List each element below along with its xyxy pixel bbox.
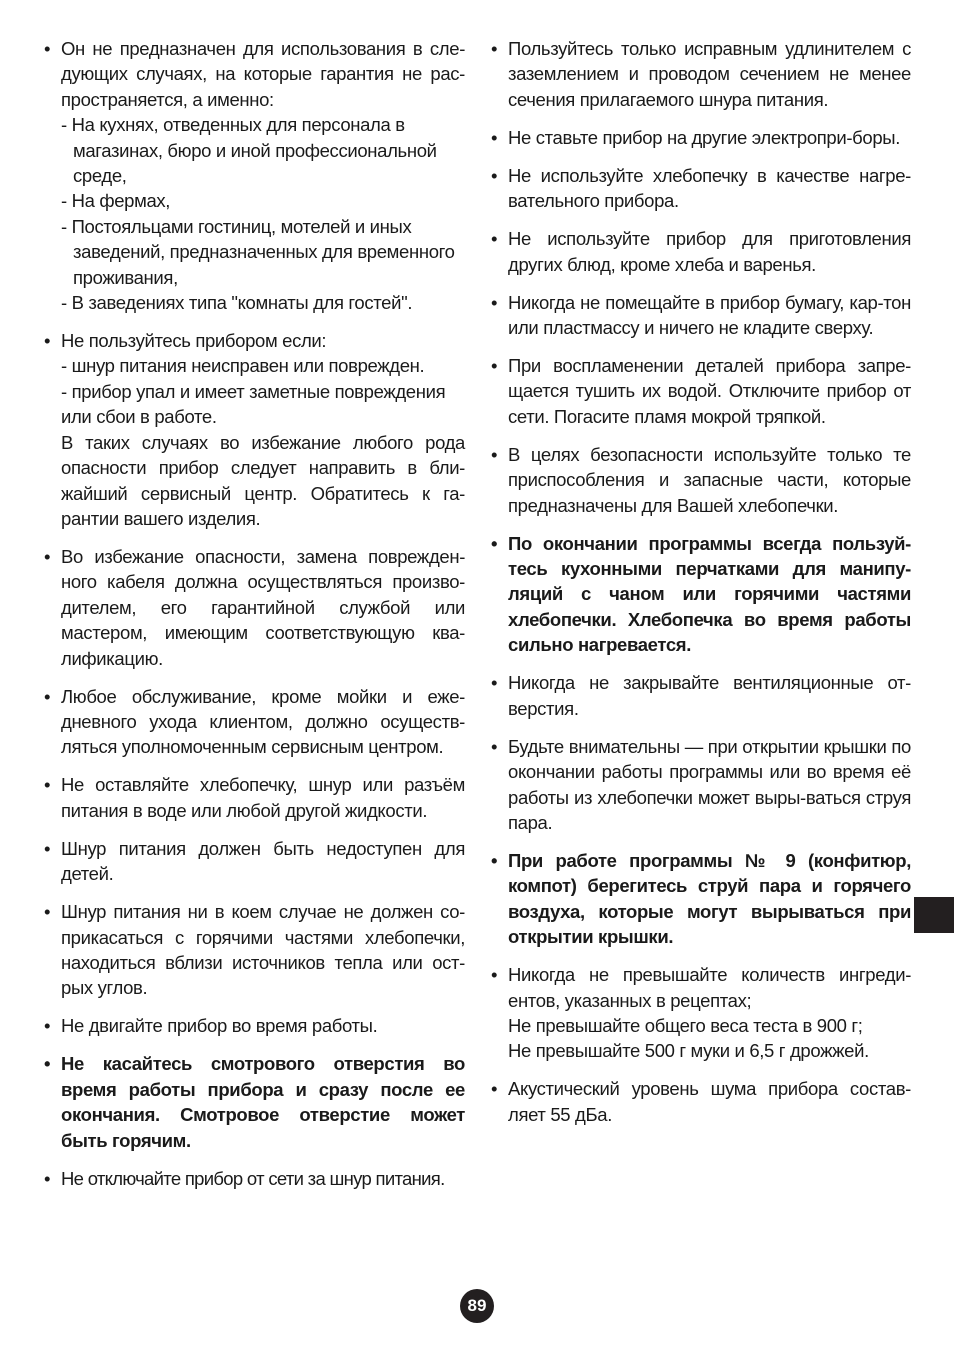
- item-text: В целях безопасности используйте только те приспособления и запасные части, которые предназначены для Вашей хлебопечки.: [508, 443, 911, 516]
- bullet: •: [491, 672, 498, 694]
- language-tab-marker: [914, 897, 954, 933]
- item-text: Не ставьте прибор на другие электропри-боры.: [508, 126, 901, 148]
- item-text: При воспламенении деталей прибора запре-щается тушить их водой. Отключите прибор от сети. Погасите пламя мокрой тряпкой.: [508, 355, 911, 427]
- list-item: [491, 442, 911, 518]
- item-text: Не оставляйте хлебопечку, шнур или разъём питания в воде или любой другой жидкости.: [61, 774, 465, 821]
- item-text: Будьте внимательны — при открытии крышки по окончании работы программы или во время её работы из хлебопечки может выры-ваться струя пара.: [508, 735, 911, 833]
- list-item: [491, 290, 911, 341]
- list-item: [44, 328, 465, 531]
- bullet: •: [491, 1078, 498, 1100]
- item-text: Шнур питания должен быть недоступен для детей.: [61, 837, 465, 885]
- bullet: •: [491, 532, 498, 554]
- bullet: •: [491, 38, 498, 59]
- list-item: [44, 544, 465, 671]
- list-item: [491, 226, 911, 277]
- item-text: Акустический уровень шума прибора состав-ляет 55 дБа.: [508, 1078, 911, 1125]
- item-text: Он не предназначен для использования в сле-дующих случаях, на которые гарантия не рас-пространяется, а именно:: [61, 38, 465, 110]
- sub-item: - В заведениях типа "комнаты для гостей".: [61, 292, 413, 314]
- item-text: Не используйте прибор для приготовления других блюд, кроме хлеба и варенья.: [508, 228, 911, 275]
- bullet: •: [491, 964, 498, 986]
- item-text: Во избежание опасности, замена поврежден-ного кабеля должна осуществляться произво-дителем, его гарантийной службой или мастером, имеющим соответствующую ква-лификацию.: [61, 545, 465, 669]
- bullet: •: [491, 228, 498, 250]
- bullet: •: [44, 774, 51, 796]
- item-text: Никогда не помещайте в прибор бумагу, кар-тон или пластмассу и ничего не кладите сверху.: [508, 291, 911, 339]
- item-text: Любое обслуживание, кроме мойки и еже-дневного ухода клиентом, должно осуществ-ляться уполномоченным сервисным центром.: [61, 685, 465, 758]
- list-item: [491, 163, 911, 214]
- list-item: [44, 1166, 465, 1191]
- list-item: [44, 684, 465, 760]
- list-item: [491, 962, 911, 1064]
- list-item: [491, 734, 911, 836]
- bullet: •: [491, 443, 498, 465]
- item-text: При работе программы № 9 (конфитюр, компот) берегитесь струй пара и горячего воздуха, которые могут вырываться при открытии крышки.: [508, 849, 911, 948]
- bullet: •: [44, 901, 51, 923]
- item-text: Не отключайте прибор от сети за шнур питания.: [61, 1167, 445, 1189]
- left-column: [44, 36, 465, 1204]
- item-text: Не превышайте 500 г муки и 6,5 г дрожжей.: [508, 1040, 869, 1062]
- sub-item: - На фермах,: [61, 190, 171, 212]
- bullet: •: [44, 1167, 50, 1189]
- item-text: По окончании программы всегда пользуй-тесь кухонными перчатками для манипу-ляций с чаном или горячими частями хлебопечки. Хлебопечка во время работы сильно нагревается.: [508, 532, 911, 656]
- list-item: [44, 836, 465, 887]
- item-text: Не используйте хлебопечку в качестве нагре-вательного прибора.: [508, 164, 911, 212]
- item-text: Никогда не превышайте количеств ингреди-ентов, указанных в рецептах;: [508, 964, 911, 1011]
- bullet: •: [44, 837, 51, 859]
- bullet: •: [44, 38, 51, 59]
- bullet: •: [44, 1053, 51, 1075]
- item-text: Не двигайте прибор во время работы.: [61, 1015, 378, 1037]
- right-column: [491, 36, 911, 1140]
- bullet: •: [491, 849, 498, 871]
- item-text: Шнур питания ни в коем случае не должен со-прикасаться с горячими частями хлебопечки, находиться вблизи источников тепла или ост-рых углов.: [61, 901, 465, 999]
- list-item: [44, 1013, 465, 1038]
- item-text: Никогда не закрывайте вентиляционные от-верстия.: [508, 672, 911, 719]
- list-item: [44, 772, 465, 823]
- bullet: •: [44, 545, 51, 567]
- bullet: •: [491, 164, 498, 186]
- page-number: 89: [460, 1289, 494, 1323]
- bullet: •: [491, 291, 498, 313]
- item-text: Не пользуйтесь прибором если:: [61, 330, 327, 352]
- sub-item: - шнур питания неисправен или поврежден.: [61, 355, 425, 377]
- sub-item: - На кухнях, отведенных для персонала в магазинах, бюро и иной профессиональной среде,: [61, 114, 437, 187]
- bullet: •: [44, 685, 51, 707]
- item-text: Не касайтесь смотрового отверстия во время работы прибора и сразу после ее окончания. Смотровое отверстие может быть горячим.: [61, 1053, 465, 1151]
- bullet: •: [44, 1015, 51, 1037]
- list-item: [491, 1076, 911, 1127]
- list-item: [44, 36, 465, 315]
- item-text: В таких случаях во избежание любого рода опасности прибор следует направить в бли-жайший сервисный центр. Обратитесь к га-рантии вашего изделия.: [61, 431, 465, 529]
- list-item: [491, 670, 911, 721]
- item-text: Пользуйтесь только исправным удлинителем с заземлением и проводом сечением не менее сечения прилагаемого шнура питания.: [508, 38, 911, 110]
- list-item: [491, 36, 911, 112]
- list-item: [491, 353, 911, 429]
- sub-item: - прибор упал и имеет заметные повреждения или сбои в работе.: [61, 380, 446, 428]
- list-item-warning: [491, 531, 911, 658]
- list-item-warning: [491, 848, 911, 950]
- list-item-warning: [44, 1051, 465, 1153]
- list-item: [44, 899, 465, 1001]
- bullet: •: [44, 330, 51, 352]
- sub-item: - Постояльцами гостиниц, мотелей и иных заведений, предназначенных для временного проживания,: [61, 215, 455, 288]
- bullet: •: [491, 735, 498, 757]
- item-text: Не превышайте общего веса теста в 900 г;: [508, 1014, 863, 1036]
- bullet: •: [491, 126, 498, 148]
- list-item: [491, 125, 911, 150]
- bullet: •: [491, 355, 498, 377]
